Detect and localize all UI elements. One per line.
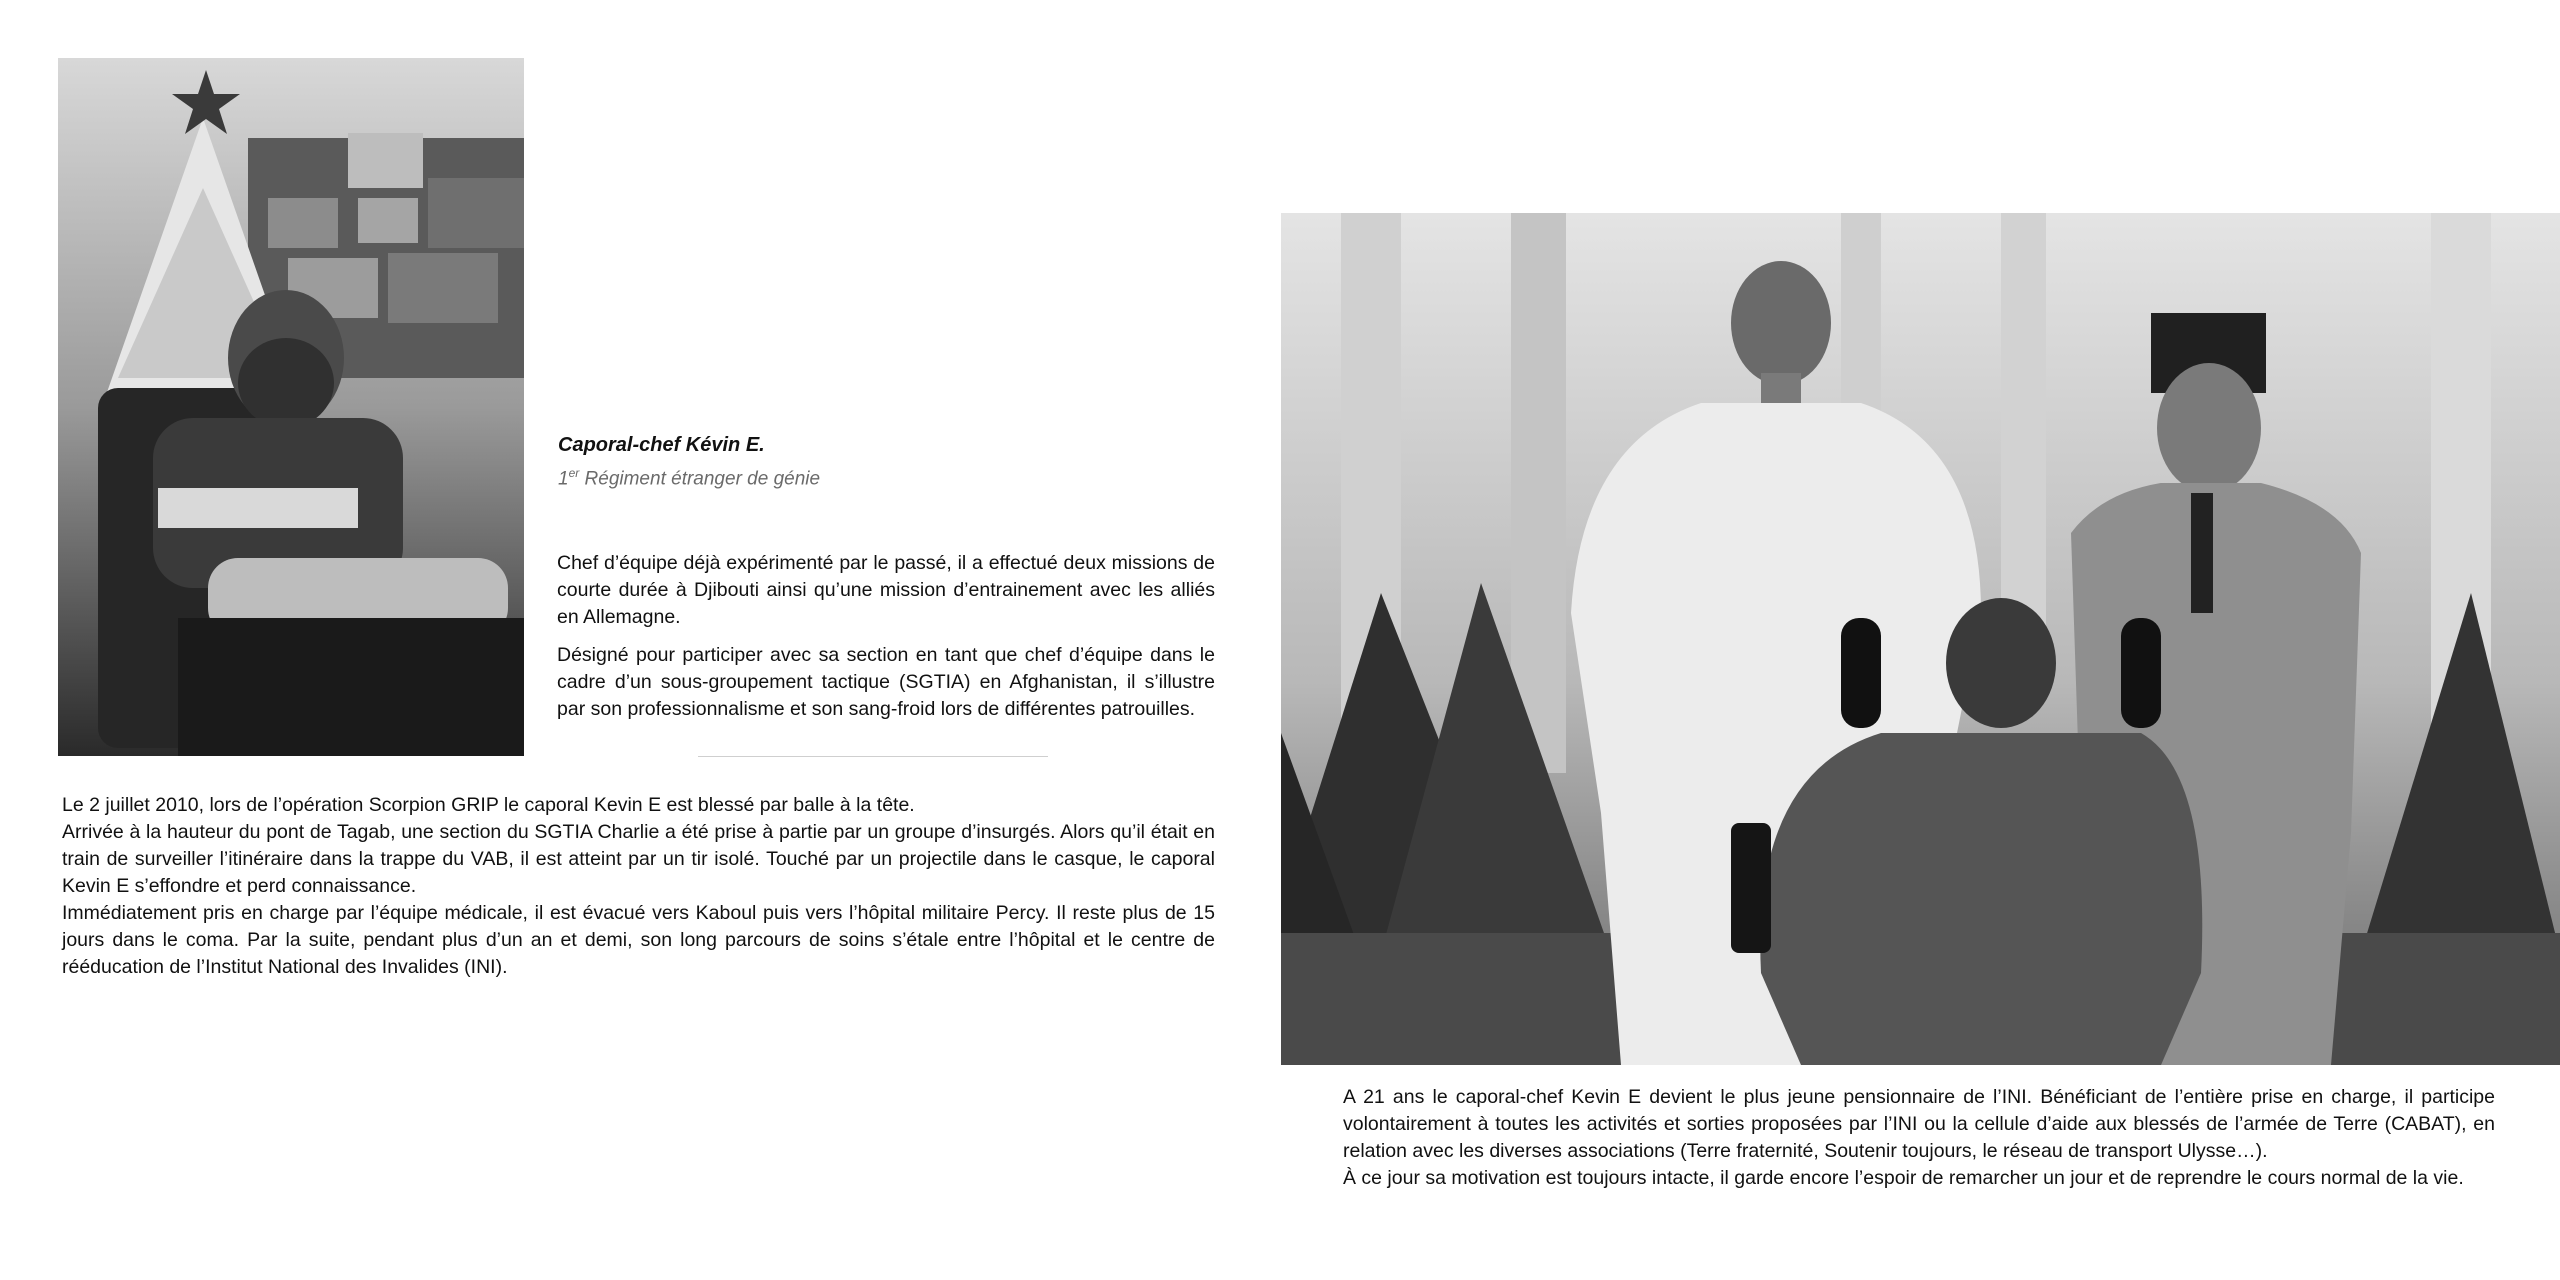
section-divider: [698, 756, 1048, 757]
unit-ordinal: 1: [558, 468, 569, 490]
unit-name: [558, 466, 820, 490]
story-paragraph: Le 2 juillet 2010, lors de l’opération Scorpion GRIP le caporal Kevin E est blessé par balle à la tête.: [62, 794, 915, 816]
today-paragraph: A 21 ans le caporal-chef Kevin E devient le plus jeune pensionnaire de l’INI. Bénéficiant de l’entière prise en charge, il participe volontairement à toutes les activités et sorties proposées par l’INI ou la cellule d’aide aux blessés de l’armée de Terre (CABAT), en relation avec les diverses associations (Terre fraternité, Soutenir toujours, le réseau de transport Ulysse…).: [1343, 1086, 2495, 1162]
story-paragraph: Arrivée à la hauteur du pont de Tagab, une section du SGTIA Charlie a été prise à partie par un groupe d’insurgés. Alors qu’il était en train de surveiller l’itinéraire dans la trappe du VAB, il est atteint par un tir isolé. Touché par un projectile dans le casque, le caporal Kevin E s’effondre et perd connaissance.: [62, 821, 1215, 897]
portrait-photo: [58, 58, 524, 756]
today-paragraph: À ce jour sa motivation est toujours intacte, il garde encore l’espoir de remarcher un jour et de reprendre le cours normal de la vie.: [1343, 1167, 2464, 1189]
intro-paragraph: Désigné pour participer avec sa section en tant que chef d’équipe dans le cadre d’un sous-groupement tactique (SGTIA) en Afghanistan, il s’illustre par son professionnalisme et son sang-froid lors de différentes patrouilles.: [557, 644, 1215, 720]
unit-label: Régiment étranger de génie: [579, 468, 821, 490]
group-photo: [1281, 213, 2560, 1065]
intro-paragraph: Chef d’équipe déjà expérimenté par le passé, il a effectué deux missions de courte durée à Djibouti ainsi qu’une mission d’entrainement avec les alliés en Allemagne.: [557, 552, 1215, 628]
story-paragraph: Immédiatement pris en charge par l’équipe médicale, il est évacué vers Kaboul puis vers l’hôpital militaire Percy. Il reste plus de 15 jours dans le coma. Par la suite, pendant plus d’un an et demi, son long parcours de soins s’étale entre l’hôpital et le centre de rééducation de l’Institut National des Invalides (INI).: [62, 902, 1215, 978]
person-name: Caporal-chef Kévin E.: [558, 434, 765, 456]
unit-ordinal-suffix: er: [568, 466, 580, 480]
